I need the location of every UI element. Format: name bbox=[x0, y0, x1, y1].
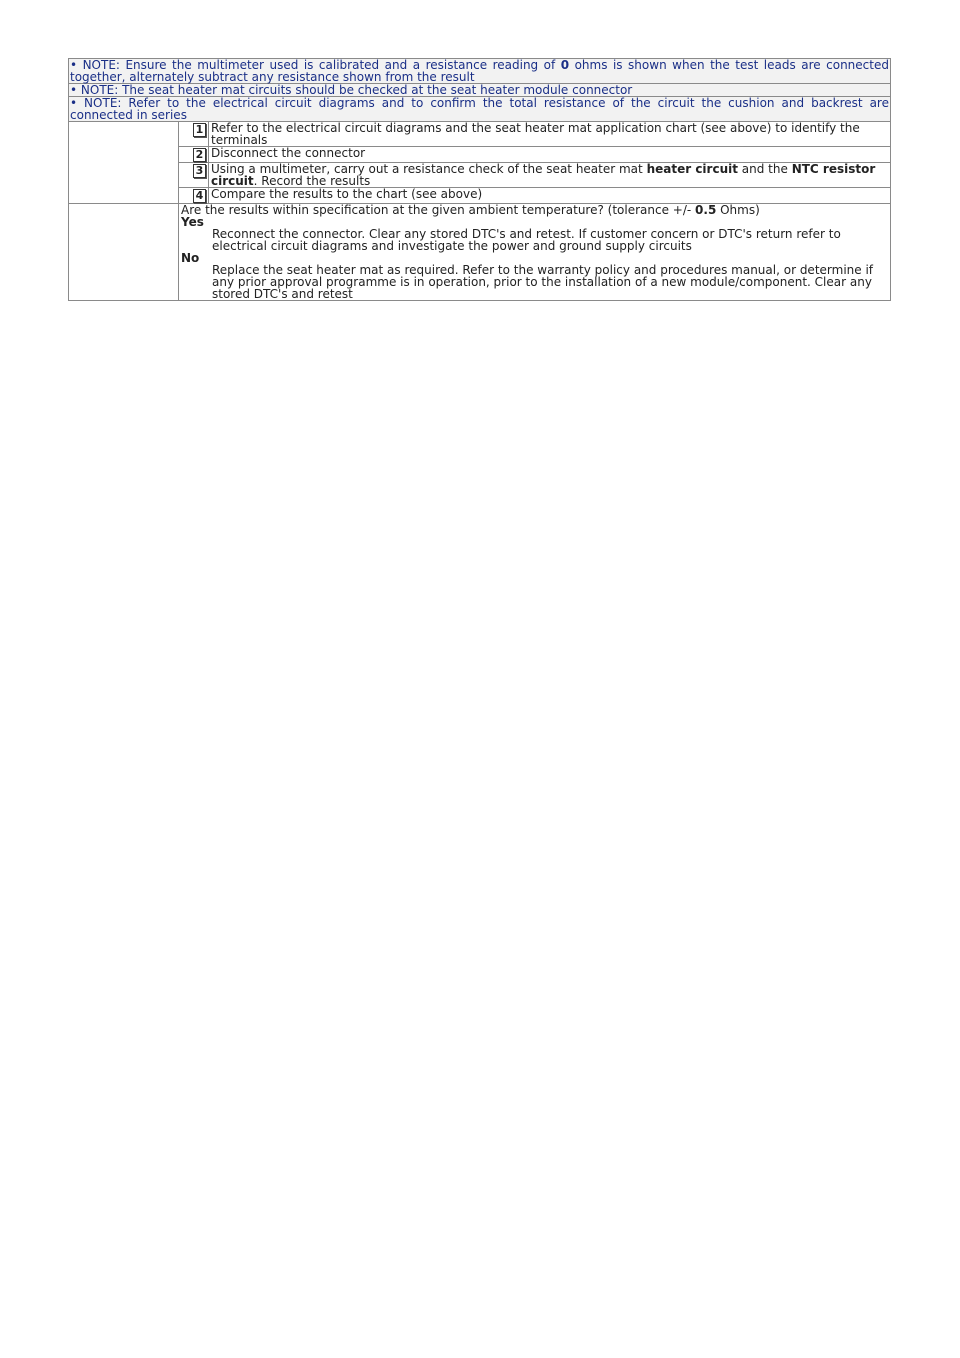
step-number-badge: 3 bbox=[193, 164, 206, 178]
note-check-connector bbox=[69, 84, 891, 97]
step-number-cell bbox=[179, 122, 209, 147]
step-text-content: Using a multimeter, carry out a resistance check of the seat heater mat bbox=[211, 162, 647, 176]
step-text bbox=[209, 188, 891, 204]
question-text-content: Ohms) bbox=[716, 203, 760, 217]
question-text-content: Are the results within specification at the given ambient temperature? (tolerance +/- bbox=[181, 203, 696, 217]
step-number-cell bbox=[179, 188, 209, 204]
step-number-cell bbox=[179, 163, 209, 188]
question-text bbox=[181, 204, 889, 216]
note-row bbox=[69, 97, 891, 122]
step-text bbox=[209, 163, 891, 188]
step-bold-term: heater circuit bbox=[646, 162, 738, 176]
answer-yes-text: Reconnect the connector. Clear any stored DTC's and retest. If customer concern or DTC's return refer to electrical circuit diagrams and investigate the power and ground supply circuits bbox=[212, 227, 841, 253]
answer-no-text: Replace the seat heater mat as required. Refer to the warranty policy and procedures manual, or determine if any prior approval programme is in operation, prior to the installation of a new module/component. Clear any stored DTC's and retest bbox=[212, 263, 874, 301]
answer-yes-label: Yes bbox=[181, 215, 204, 229]
question-tolerance-value: 0.5 bbox=[695, 203, 717, 217]
step-bold-term: NTC resistor circuit bbox=[211, 162, 876, 188]
step-text bbox=[209, 122, 891, 147]
step-row bbox=[69, 188, 891, 204]
step-row bbox=[69, 163, 891, 188]
step-row bbox=[69, 122, 891, 147]
step-text-content: . Record the results bbox=[253, 174, 371, 188]
step-spacer-cell bbox=[69, 122, 179, 204]
question-row bbox=[69, 204, 891, 301]
question-spacer-cell bbox=[69, 204, 179, 301]
step-text-content: Refer to the electrical circuit diagrams and the seat heater mat application chart (see above) to identify the terminals bbox=[211, 121, 860, 147]
question-cell bbox=[179, 204, 891, 301]
note-row bbox=[69, 59, 891, 84]
step-text bbox=[209, 147, 891, 163]
note-row bbox=[69, 84, 891, 97]
answer-no-label: No bbox=[181, 251, 200, 265]
step-text-content: Disconnect the connector bbox=[211, 146, 366, 160]
diagnostic-table bbox=[68, 58, 891, 301]
step-number-cell bbox=[179, 147, 209, 163]
note-text: • NOTE: Ensure the multimeter used is calibrated and a resistance reading of bbox=[70, 58, 561, 72]
note-multimeter-calibration bbox=[69, 59, 891, 84]
step-text-content: Compare the results to the chart (see above) bbox=[211, 187, 483, 201]
step-number-badge: 2 bbox=[193, 148, 206, 162]
step-number-badge: 1 bbox=[193, 123, 206, 137]
note-total-resistance bbox=[69, 97, 891, 122]
note-text: ohms is shown when the test leads are connected together, alternately subtract any resistance shown from the result bbox=[70, 58, 889, 84]
note-text: • NOTE: The seat heater mat circuits should be checked at the seat heater module connector bbox=[70, 83, 633, 97]
note-bold-value: 0 bbox=[560, 58, 570, 72]
step-number-badge: 4 bbox=[193, 189, 206, 203]
step-text-content: and the bbox=[737, 162, 792, 176]
note-text: • NOTE: Refer to the electrical circuit diagrams and to confirm the total resistance of the circuit the cushion and backrest are connected in series bbox=[70, 96, 889, 122]
step-row bbox=[69, 147, 891, 163]
